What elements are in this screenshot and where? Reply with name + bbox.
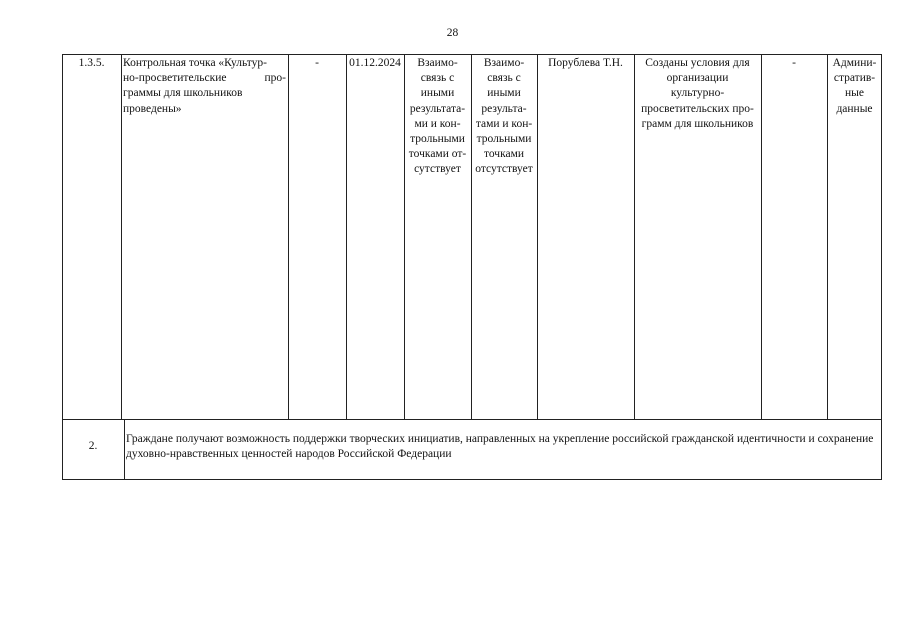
relation-line: связь с: [420, 72, 455, 85]
result-cell: [634, 55, 761, 133]
row-divider: [62, 419, 882, 420]
column-divider: [537, 54, 538, 420]
source-line: данные: [836, 102, 873, 115]
relation-line: ми и кон-: [414, 117, 461, 130]
relation-line: точками от-: [408, 148, 467, 161]
row-index: 1.3.5.: [78, 57, 105, 69]
relation-line: трольными: [476, 132, 532, 145]
name-line: граммы для школьников: [123, 87, 243, 100]
relation-cell-2: [471, 55, 537, 178]
source-line: ные: [845, 87, 864, 100]
date-cell: 01.12.2024: [349, 57, 401, 69]
relation-line: результа-: [481, 102, 527, 115]
relation-line: Взаимо-: [417, 57, 458, 69]
result-description: Граждане получают возможность поддержки творческих инициатив, направленных на укрепление российской гражданской идентичности и сохранение духовно-нравственных ценностей народов Российской Федерации: [126, 433, 874, 461]
relation-line: связь с: [487, 72, 521, 85]
result-line: организации: [666, 72, 729, 85]
source-cell: [827, 55, 882, 118]
source-line: стратив-: [833, 72, 876, 85]
name-line: но-просветительские про-: [123, 72, 286, 85]
relation-line: точками: [483, 148, 525, 161]
column-divider: [346, 54, 347, 420]
result-line: грамм для школьников: [641, 117, 754, 130]
name-line: проведены»: [123, 102, 182, 115]
page-number: 28: [446, 27, 459, 39]
relation-line: сутствует: [414, 163, 461, 176]
relation-line: трольными: [410, 132, 465, 145]
relation-line: Взаимо-: [483, 57, 525, 69]
dash-cell: -: [315, 57, 319, 69]
responsible-cell: Порублева Т.Н.: [548, 57, 623, 69]
result-line: просветительских про-: [641, 102, 754, 115]
name-line: Контрольная точка «Культур-: [123, 57, 267, 69]
relation-line: результата-: [409, 102, 466, 115]
relation-line: иными: [420, 87, 455, 100]
relation-line: иными: [487, 87, 521, 100]
row-index: 2.: [88, 440, 98, 452]
relation-line: тами и кон-: [475, 117, 533, 130]
column-divider: [288, 54, 289, 420]
checkpoint-name: [121, 55, 288, 118]
result-line: культурно-: [670, 87, 725, 100]
column-divider: [761, 54, 762, 420]
source-line: Админи-: [832, 57, 877, 69]
result-line: Созданы условия для: [645, 57, 750, 69]
relation-line: отсутствует: [475, 163, 533, 176]
dash-cell: -: [792, 57, 796, 69]
relation-cell-1: [404, 55, 471, 178]
